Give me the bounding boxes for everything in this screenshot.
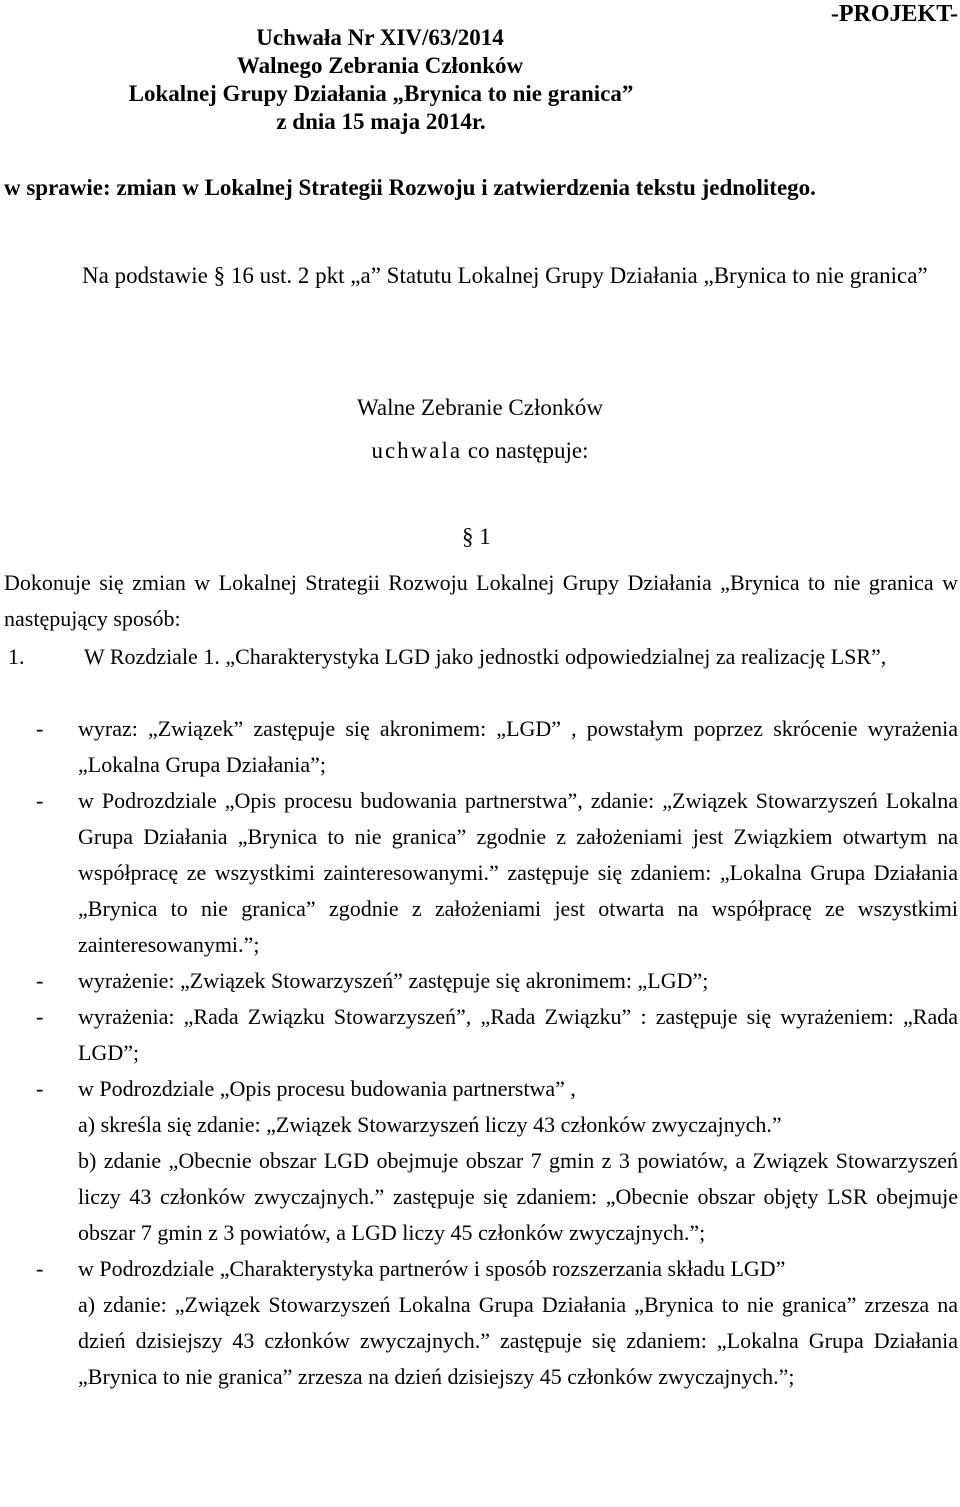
- draft-mark: -PROJEKT-: [830, 1, 958, 27]
- list-item-text: W Rozdziale 1. „Charakterystyka LGD jako jednostki odpowiedzialnej za realizację LSR”,: [84, 644, 887, 669]
- issuing-body: Walnego Zebrania Członków: [236, 53, 524, 78]
- legal-basis: Na podstawie § 16 ust. 2 pkt „a” Statutu Lokalnej Grupy Działania „Brynica to nie granica”: [82, 263, 928, 288]
- change-item-text: wyrażenia: „Rada Związku Stowarzyszeń”, „Rada Związku” : zastępuje się wyrażeniem: „Rada LGD”;: [78, 1004, 958, 1065]
- change-item-text: w Podrozdziale „Opis procesu budowania partnerstwa”, zdanie: „Związek Stowarzyszeń Lokalna Grupa Działania „Brynica to nie granica” zgodnie z założeniami jest Związkiem otwartym na współpracę ze wszystkimi zainteresowanymi.” zastępuje się zdaniem: „Lokalna Grupa Działania „Brynica to nie granica” zgodnie z założeniami jest otwarta na współpracę ze wszystkimi zainteresowanymi.”;: [78, 788, 958, 957]
- list-item-number: 1.: [8, 644, 25, 669]
- dash-marker: -: [36, 968, 44, 993]
- change-item-text: wyraz: „Związek” zastępuje się akronimem: „LGD” , powstałym poprzez skrócenie wyrażenia „Lokalna Grupa Działania”;: [78, 716, 958, 777]
- change-item-text: wyrażenie: „Związek Stowarzyszeń” zastępuje się akronimem: „LGD”;: [78, 968, 709, 993]
- change-item-text: w Podrozdziale „Opis procesu budowania partnerstwa” ,: [78, 1076, 576, 1101]
- change-item: [4, 711, 958, 783]
- resolution-header: [0, 24, 960, 136]
- resolution-subject: w sprawie: zmian w Lokalnej Strategii Rozwoju i zatwierdzenia tekstu jednolitego.: [4, 175, 816, 200]
- sub-item: b) zdanie „Obecnie obszar LGD obejmuje obszar 7 gmin z 3 powiatów, a Związek Stowarzyszeń liczy 43 członków zwyczajnych.” zastępuje się zdaniem: „Obecnie obszar objęty LSR obejmuje obszar 7 gmin z 3 powiatów, a LGD liczy 45 członków zwyczajnych.”;: [78, 1148, 958, 1245]
- dash-marker: -: [36, 716, 44, 741]
- assembly-heading: Walne Zebranie Członków: [357, 395, 603, 420]
- sub-item: a) zdanie: „Związek Stowarzyszeń Lokalna Grupa Działania „Brynica to nie granica” zrzesza na dzień dzisiejszy 43 członków zwyczajnych.” zastępuje się zdaniem: „Lokalna Grupa Działania „Brynica to nie granica” zrzesza na dzień dzisiejszy 45 członków zwyczajnych.”;: [78, 1292, 958, 1389]
- sub-item: a) skreśla się zdanie: „Związek Stowarzyszeń liczy 43 członków zwyczajnych.”: [78, 1112, 782, 1137]
- organization-name: Lokalnej Grupy Działania „Brynica to nie granica”: [128, 81, 634, 106]
- change-item: [4, 1071, 958, 1251]
- resolves-heading: [0, 437, 960, 465]
- resolution-number: Uchwała Nr XIV/63/2014: [256, 25, 504, 50]
- change-item: [4, 1251, 958, 1395]
- intro-paragraph: Dokonuje się zmian w Lokalnej Strategii Rozwoju Lokalnej Grupy Działania „Brynica to nie granica w następujący sposób:: [4, 570, 958, 631]
- change-item: [4, 999, 958, 1071]
- paragraph-mark: § 1: [462, 524, 491, 549]
- dash-marker: -: [36, 788, 44, 813]
- list-item-1: [4, 639, 956, 675]
- change-list: [4, 711, 958, 1395]
- change-item-text: w Podrozdziale „Charakterystyka partnerów i sposób rozszerzania składu LGD”: [78, 1256, 786, 1281]
- dash-marker: -: [36, 1256, 44, 1281]
- change-item: [4, 783, 958, 963]
- resolves-word: uchwala: [371, 438, 463, 463]
- dash-marker: -: [36, 1076, 44, 1101]
- resolves-rest: co następuje:: [462, 438, 589, 463]
- resolution-date: z dnia 15 maja 2014r.: [276, 109, 486, 134]
- change-item: [4, 963, 958, 999]
- dash-marker: -: [36, 1004, 44, 1029]
